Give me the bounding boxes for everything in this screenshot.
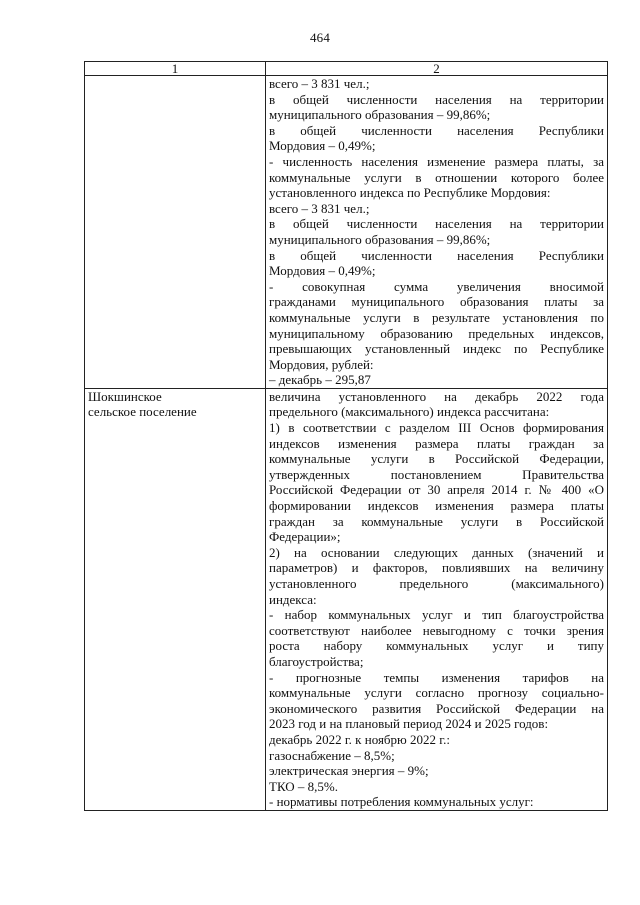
row1-col2-line: всего – 3 831 чел.; bbox=[269, 200, 370, 216]
row2-col2-line: граждан за коммунальные услуги в Российской bbox=[269, 513, 604, 529]
row2-col2-line: газоснабжение – 8,5%; bbox=[269, 747, 395, 763]
row1-col2-line: в общей численности населения Республики bbox=[269, 122, 604, 138]
table-header-row bbox=[85, 62, 608, 76]
row1-col2-line: – декабрь – 295,87 bbox=[269, 372, 371, 388]
row2-col2-line: электрическая энергия – 9%; bbox=[269, 763, 429, 779]
header-col-2: 2 bbox=[266, 62, 608, 76]
row2-col2-line: коммунальные услуги в Российской Федерации, bbox=[269, 451, 604, 467]
row2-col2-line: 2023 год и на плановый период 2024 и 2025 годов: bbox=[269, 716, 549, 732]
row1-col2-line: коммунальные услуги в отношении которого более bbox=[269, 169, 604, 185]
row1-col2-line: муниципального образования – 99,86%; bbox=[269, 107, 491, 123]
table-row bbox=[85, 76, 608, 389]
row1-col2-line: в общей численности населения на территории bbox=[269, 91, 604, 107]
settlement-name: сельское поселение bbox=[88, 404, 197, 420]
row2-col2-line: - набор коммунальных услуг и тип благоустройства bbox=[269, 607, 604, 623]
row2-col2-line: 1) в соответствии с разделом III Основ формирования bbox=[269, 420, 604, 436]
row1-col2-line: в общей численности населения Республики bbox=[269, 247, 604, 263]
row2-col2-line: предельного (максимального) индекса рассчитана: bbox=[269, 404, 550, 420]
row2-col2-line: экономического развития Российской Федерации на bbox=[269, 700, 604, 716]
row2-col2-line: декабрь 2022 г. к ноябрю 2022 г.: bbox=[269, 731, 450, 747]
settlement-name: Шокшинское bbox=[88, 388, 162, 404]
row1-col2-line: коммунальные услуги в результате установления по bbox=[269, 309, 604, 325]
row2-col2-line: индексов изменения размера платы граждан за bbox=[269, 435, 604, 451]
row1-col2-line: Мордовия – 0,49%; bbox=[269, 263, 376, 279]
document-table bbox=[84, 61, 608, 811]
row1-col2-line: гражданами муниципального образования платы за bbox=[269, 294, 604, 310]
row1-col2-line: превышающих установленный индекс по Республике bbox=[269, 341, 604, 357]
row2-col2 bbox=[266, 388, 608, 810]
row1-col2-line: муниципальному образованию предельных индексов, bbox=[269, 325, 604, 341]
row2-col2-line: индекса: bbox=[269, 591, 317, 607]
row2-col2-line: Российской Федерации от 30 апреля 2014 г. № 400 «О bbox=[269, 482, 604, 498]
header-col-1: 1 bbox=[85, 62, 266, 76]
row2-col2-line: - нормативы потребления коммунальных услуг: bbox=[269, 794, 534, 810]
table-row bbox=[85, 388, 608, 810]
row2-col1 bbox=[85, 388, 266, 810]
row2-col2-line: коммунальные услуги согласно прогнозу социально- bbox=[269, 685, 604, 701]
row1-col2-line: Мордовия – 0,49%; bbox=[269, 138, 376, 154]
row2-col2-line: Федерации»; bbox=[269, 529, 341, 545]
row2-col2-line: - прогнозные темпы изменения тарифов на bbox=[269, 669, 604, 685]
row1-col1 bbox=[85, 76, 266, 389]
row2-col2-line: формировании индексов изменения размера платы bbox=[269, 498, 604, 514]
row1-col2-line: Мордовия, рублей: bbox=[269, 356, 374, 372]
row2-col2-line: роста набору коммунальных услуг и типу bbox=[269, 638, 604, 654]
row1-col2-line: всего – 3 831 чел.; bbox=[269, 76, 370, 91]
row2-col2-line: 2) на основании следующих данных (значений и bbox=[269, 544, 604, 560]
row2-col2-line: утвержденных постановлением Правительства bbox=[269, 466, 604, 482]
page-number: 464 bbox=[309, 30, 331, 45]
row2-col2-line: соответствуют наиболее невыгодному с точки зрения bbox=[269, 622, 604, 638]
row1-col2 bbox=[266, 76, 608, 389]
row1-col2-line: муниципального образования – 99,86%; bbox=[269, 231, 491, 247]
row2-col2-line: установленного предельного (максимального) bbox=[269, 576, 604, 591]
row2-col2-line: величина установленного на декабрь 2022 года bbox=[269, 388, 604, 404]
row1-col2-line: - совокупная сумма увеличения вносимой bbox=[269, 278, 604, 294]
row2-col2-line: параметров) и факторов, повлиявших на величину bbox=[269, 560, 604, 576]
row1-col2-line: - численность населения изменение размера платы, за bbox=[269, 153, 604, 169]
row1-col2-line: в общей численности населения на территории bbox=[269, 216, 604, 232]
row2-col2-line: благоустройства; bbox=[269, 653, 364, 669]
row2-col2-line: ТКО – 8,5%. bbox=[269, 778, 339, 794]
row1-col2-line: установленного индекса по Республике Мордовия: bbox=[269, 185, 551, 201]
